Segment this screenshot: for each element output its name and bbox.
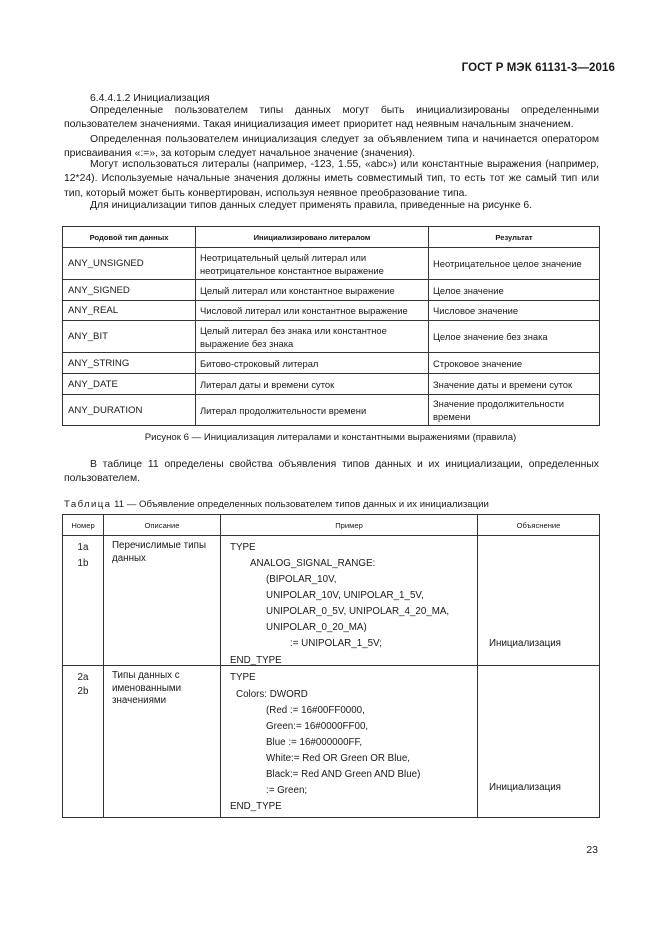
- table-11-intro: В таблице 11 определены свойства объявления типов данных и их инициализации, определенных пользователем.: [64, 459, 599, 485]
- code-example: [221, 536, 478, 666]
- table-row: [63, 301, 600, 321]
- code-line: := UNIPOLAR_1_5V;: [290, 638, 382, 649]
- row-numbers: [63, 666, 104, 818]
- table-row: [63, 280, 600, 301]
- table-cell: Значение даты и времени суток: [429, 374, 600, 395]
- explanation: Инициализация: [489, 782, 561, 793]
- table-cell: Битово-строковый литерал: [196, 353, 429, 374]
- row-numbers: [63, 536, 104, 666]
- table-cell: Неотрицательное целое значение: [429, 248, 600, 280]
- table-cell: Литерал даты и времени суток: [196, 374, 429, 395]
- table-row: [63, 395, 600, 426]
- table-cell: Неотрицательный целый литерал или неотрицательное константное выражение: [196, 248, 429, 280]
- table-11-title-text: 11 — Объявление определенных пользователем типов данных и их инициализации: [114, 499, 489, 510]
- standard-designation: ГОСТ Р МЭК 61131-3—2016: [461, 62, 615, 74]
- code-line: UNIPOLAR_0_5V, UNIPOLAR_4_20_MA,: [266, 606, 450, 617]
- table-11-header-row: [63, 515, 600, 536]
- code-line: Green:= 16#0000FF00,: [266, 721, 369, 732]
- table-cell: ANY_DURATION: [63, 395, 196, 426]
- table-cell: Значение продолжительности времени: [429, 395, 600, 426]
- column-header: Описание: [104, 515, 221, 536]
- code-example: [221, 666, 478, 818]
- table-cell: ANY_STRING: [63, 353, 196, 374]
- code-line: TYPE: [230, 672, 256, 683]
- table-cell: Целый литерал или константное выражение: [196, 280, 429, 301]
- column-header: Результат: [429, 227, 600, 248]
- explanation-cell: [478, 536, 600, 666]
- table-row: [63, 353, 600, 374]
- code-line: ANALOG_SIGNAL_RANGE:: [250, 558, 376, 569]
- row-number: 2a: [77, 672, 89, 683]
- table-row: [63, 536, 600, 666]
- table-row: [63, 248, 600, 280]
- code-line: Colors: DWORD: [236, 689, 308, 700]
- code-line: END_TYPE: [230, 655, 282, 666]
- table-cell: Литерал продолжительности времени: [196, 395, 429, 426]
- figure-6-caption: Рисунок 6 — Инициализация литералами и константными выражениями (правила): [144, 432, 517, 443]
- column-header: Пример: [221, 515, 478, 536]
- code-line: END_TYPE: [230, 801, 282, 812]
- row-number: 2b: [77, 686, 89, 697]
- table-cell: ANY_SIGNED: [63, 280, 196, 301]
- code-line: (Red := 16#00FF0000,: [266, 705, 365, 716]
- explanation: Инициализация: [489, 638, 561, 649]
- code-line: TYPE: [230, 542, 256, 553]
- table-row: [63, 666, 600, 818]
- column-header: Инициализировано литералом: [196, 227, 429, 248]
- column-header: Номер: [63, 515, 104, 536]
- row-description: Типы данных с именованными значениями: [104, 666, 221, 818]
- column-header: Родовой тип данных: [63, 227, 196, 248]
- code-line: White:= Red OR Green OR Blue,: [266, 753, 411, 764]
- code-line: Blue := 16#000000FF,: [266, 737, 363, 748]
- table-cell: Целое значение: [429, 280, 600, 301]
- paragraph-2: Определенная пользователем инициализация следует за объявлением типа и начинается оператором присваивания «:=», за которым следует начальное значение (значения).: [64, 134, 599, 160]
- table-cell: Строковое значение: [429, 353, 600, 374]
- explanation-cell: [478, 666, 600, 818]
- code-line: Black:= Red AND Green AND Blue): [266, 769, 421, 780]
- page-number: 23: [586, 844, 598, 856]
- table-row: [63, 321, 600, 353]
- row-description: Перечислимые типы данных: [104, 536, 221, 666]
- figure-6-header-row: [63, 227, 600, 248]
- table-cell: ANY_UNSIGNED: [63, 248, 196, 280]
- figure-6-table: [62, 226, 600, 426]
- code-line: := Green;: [266, 785, 308, 796]
- table-11-title: [64, 499, 489, 510]
- code-line: UNIPOLAR_0_20_MA): [266, 622, 367, 633]
- code-line: (BIPOLAR_10V,: [266, 574, 337, 585]
- table-row: [63, 374, 600, 395]
- table-cell: Целое значение без знака: [429, 321, 600, 353]
- table-cell: ANY_BIT: [63, 321, 196, 353]
- code-line: UNIPOLAR_10V, UNIPOLAR_1_5V,: [266, 590, 424, 601]
- table-cell: Числовой литерал или константное выражение: [196, 301, 429, 321]
- table-cell: Целый литерал без знака или константное выражение без знака: [196, 321, 429, 353]
- table-cell: ANY_REAL: [63, 301, 196, 321]
- row-number: 1b: [77, 558, 89, 569]
- table-cell: Числовое значение: [429, 301, 600, 321]
- paragraph-3: Могут использоваться литералы (например, -123, 1.55, «abc») или константные выражения (например, 12*24). Используемые начальные значения должны иметь совместимый тип, то есть тот же самый тип или тип, который может быть конвертирован, используя неявное преобразование типа.: [64, 159, 599, 199]
- row-number: 1a: [77, 542, 89, 553]
- table-11-label: Таблица: [64, 499, 112, 510]
- column-header: Объяснение: [478, 515, 600, 536]
- table-cell: ANY_DATE: [63, 374, 196, 395]
- table-11: [62, 514, 600, 818]
- section-heading: 6.4.4.1.2 Инициализация: [90, 93, 210, 104]
- paragraph-4: Для инициализации типов данных следует применять правила, приведенные на рисунке 6.: [90, 200, 533, 211]
- paragraph-1: Определенные пользователем типы данных могут быть инициализированы определенными пользователем значениями. Такая инициализация имеет приоритет над неявным начальным значением.: [64, 105, 599, 131]
